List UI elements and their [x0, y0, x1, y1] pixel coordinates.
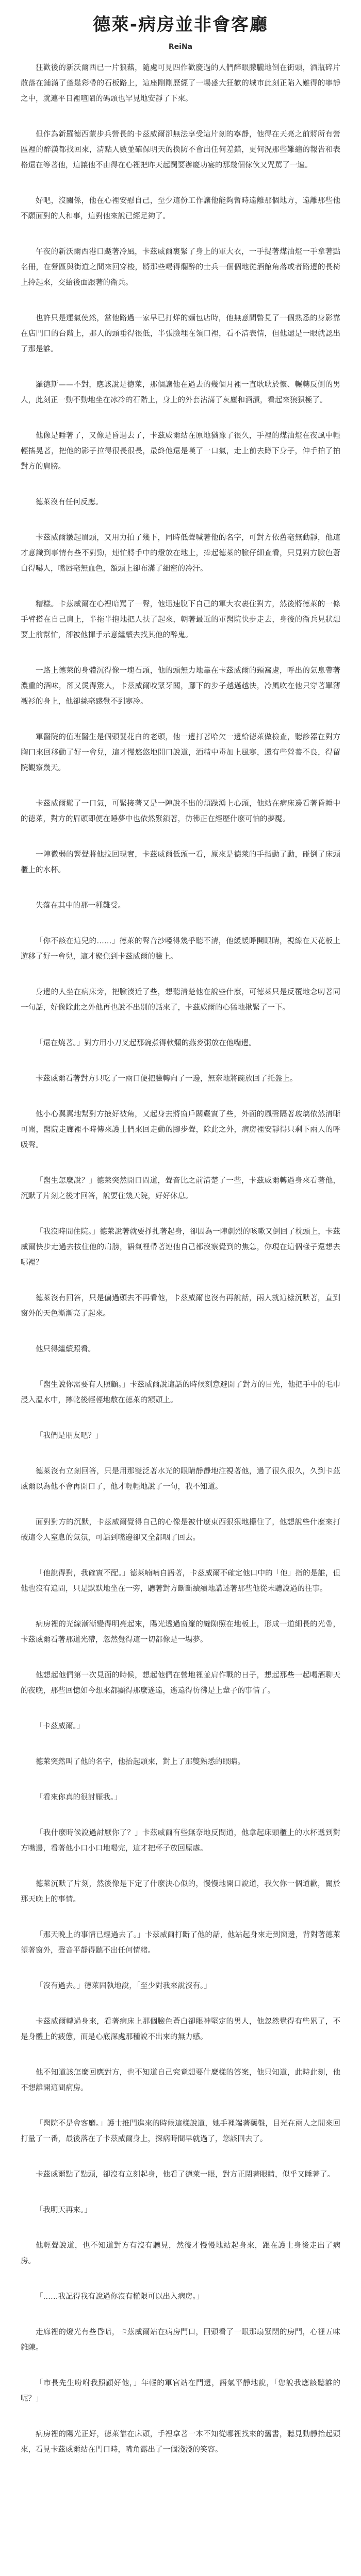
- article-paragraph: 德萊沉默了片刻，然後像是下定了什麼決心似的，慢慢地開口說道，我欠你一個道歉，關於那天晚上的事情。: [21, 1880, 340, 1904]
- article-paragraph: 失落在其中的那一種難受。: [36, 902, 125, 910]
- article-paragraph: 狂歡後的新沃爾西已一片狼藉，隨處可見四作歡慶過的人們醉眼朦朧地倒在街頭，酒瓶碎片散落在鋪滿了蓬鬆彩帶的石板路上，這座剛剛歷經了一場盛大狂歡的城市此刻正陷入難得的寧靜之中，就連平日裡喧鬧的碼頭也罕見地安靜了下來。: [21, 64, 340, 103]
- article-paragraph: 身邊的人坐在病床旁，把臉湊近了些，想聽清楚他在說些什麼，可德萊只是反覆地念叨著同一句話，好像除此之外他再也說不出別的話來了，卡茲威爾的心猛地揪緊了一下。: [21, 988, 340, 1012]
- article-paragraph: 德萊突然叫了他的名字，他抬起頭來，對上了那雙熟悉的眼睛。: [36, 1758, 245, 1766]
- article-paragraph: 「市長先生吩咐我照顧好他，」年輕的軍官站在門邊，語氣平靜地說，「您說我應該聽誰的呢？」: [21, 2379, 340, 2403]
- article-paragraph: 他輕聲說道，也不知道對方有沒有聽見，然後才慢慢地站起身來，跟在護士身後走出了病房。: [21, 2242, 340, 2265]
- article-paragraph: 「我什麼時候說過討厭你了？」卡茲威爾有些無奈地反問道，他拿起床頭櫃上的水杯遞到對方嘴邊，看著他小口小口地喝完，這才把杯子放回原處。: [21, 1829, 340, 1853]
- article-paragraph: 病房裡的陽光正好，德萊靠在床頭，手裡拿著一本不知從哪裡找來的舊書，聽見動靜抬起頭來，看見卡茲威爾站在門口時，嘴角露出了一個淺淺的笑容。: [21, 2430, 340, 2454]
- article-paragraph: 面對對方的沉默，卡茲威爾覺得自己的心像是被什麼東西狠狠地攥住了，他想說些什麼來打破這令人窒息的氣氛，可話到嘴邊卻又全都咽了回去。: [21, 1518, 340, 1542]
- author-name: ReiNa: [168, 43, 193, 51]
- article-paragraph: 「還在燒著。」對方用小刀叉起那碗煮得軟爛的燕麥粥放在他嘴邊。: [36, 1039, 256, 1047]
- article-paragraph: 「那天晚上的事情已經過去了。」卡茲威爾打斷了他的話，他站起身來走到窗邊，背對著德萊望著窗外，聲音平靜得聽不出任何情緒。: [21, 1931, 340, 1955]
- article-paragraph: 德萊沒有立刻回答，只是用那雙泛著水光的眼睛靜靜地注視著他，過了很久很久，久到卡茲威爾以為他不會再開口了，他才輕輕地說了一句，我不知道。: [21, 1467, 340, 1491]
- article-paragraph: 「你不該在這兒的……」德萊的聲音沙啞得幾乎聽不清，他緩緩睜開眼睛，視線在天花板上遊移了好一會兒，這才聚焦到卡茲威爾的臉上。: [21, 937, 340, 961]
- article-paragraph: 卡茲威爾鬆了一口氣，可緊接著又是一陣說不出的煩躁湧上心頭，他站在病床邊看著昏睡中的德萊，對方的眉頭即便在睡夢中也依然緊鎖著，彷彿正在經歷什麼可怕的夢魘。: [21, 800, 340, 823]
- article-paragraph: 一陣微弱的響聲將他拉回現實，卡茲威爾低頭一看，原來是德萊的手指動了動，碰倒了床頭櫃上的水杯。: [21, 851, 340, 874]
- article-paragraph: 「……我記得我有說過你沒有權限可以出入病房。」: [36, 2293, 204, 2301]
- article-paragraph: 他像是睡著了，又像是昏過去了，卡茲威爾站在原地猶豫了很久，手裡的煤油燈在夜風中輕輕搖晃著，把他的影子拉得很長很長，最終他還是嘆了一口氣，走上前去蹲下身子，伸手拍了拍對方的肩膀。: [21, 432, 340, 471]
- article-paragraph: 德萊沒有回答，只是偏過頭去不再看他，卡茲威爾也沒有再說話，兩人就這樣沉默著，直到窗外的天色漸漸亮了起來。: [21, 1294, 340, 1318]
- article-paragraph: 「我沒時間住院。」德萊說著就要掙扎著起身，卻因為一陣劇烈的咳嗽又倒回了枕頭上，卡茲威爾快步走過去按住他的肩膀，語氣裡帶著連他自己都沒察覺到的焦急，你現在這個樣子還想去哪裡？: [21, 1228, 340, 1267]
- article-paragraph: 他只得繼續照看。: [36, 1345, 95, 1353]
- article-paragraph: 「醫院不是會客廳。」護士推門進來的時候這樣說道，她手裡端著藥盤，目光在兩人之間來回打量了一番，最後落在了卡茲威爾身上，探病時間早就過了，您該回去了。: [21, 2120, 340, 2143]
- article-paragraph: 卡茲威爾皺起眉頭，又用力拍了幾下，同時低聲喊著他的名字，可對方依舊毫無動靜，他這才意識到事情有些不對勁，連忙將手中的燈放在地上，捧起德萊的臉仔細查看，只見對方臉色蒼白得嚇人，嘴唇毫無血色，額頭上卻布滿了細密的冷汗。: [21, 534, 340, 573]
- article-paragraph: 病房裡的光線漸漸變得明亮起來，陽光透過窗簾的縫隙照在地板上，形成一道細長的光帶，卡茲威爾看著那道光帶，忽然覺得這一切都像是一場夢。: [21, 1620, 340, 1644]
- article-paragraph: 卡茲威爾看著對方只吃了一兩口便把臉轉向了一邊，無奈地將碗放回了托盤上。: [36, 1075, 298, 1083]
- article-paragraph: 羅德斯——不對，應該說是德萊，那個讓他在過去的幾個月裡一直耿耿於懷、輾轉反側的男人，此刻正一動不動地坐在冰冷的石階上，身上的外套沾滿了灰塵和酒漬，看起來狼狽極了。: [21, 381, 340, 404]
- article-paragraph: 德萊沒有任何反應。: [36, 498, 103, 506]
- article-paragraph: 「醫生怎麼說？」德萊突然開口問道，聲音比之前清楚了一些，卡茲威爾轉過身來看著他，沉默了片刻之後才回答，說要住幾天院，好好休息。: [21, 1177, 340, 1200]
- article-title: 德萊-病房並非會客廳: [92, 14, 269, 35]
- article-paragraph: 一路上德萊的身體沉得像一塊石頭，他的頭無力地靠在卡茲威爾的頸窩處，呼出的氣息帶著濃重的酒味，卻又燙得驚人，卡茲威爾咬緊牙關，腳下的步子越邁越快，冷風吹在他只穿著單薄襯衫的身上，他卻絲毫感覺不到寒冷。: [21, 667, 340, 706]
- article-paragraph: 他小心翼翼地幫對方掖好被角，又起身去將窗戶關嚴實了些，外面的風聲隔著玻璃依然清晰可聞，醫院走廊裡不時傳來護士們來回走動的腳步聲，除此之外，病房裡安靜得只剩下兩人的呼吸聲。: [21, 1110, 340, 1149]
- article-paragraph: 也許只是運氣使然，當他路過一家早已打烊的麵包店時，他無意間瞥見了一個熟悉的身影靠在店門口的台階上，那人的頭垂得很低，半張臉埋在領口裡，看不清表情，但他還是一眼就認出了那是誰。: [21, 314, 340, 353]
- article-paragraph: 但作為新羅德西蒙步兵營長的卡茲威爾卻無法享受這片刻的寧靜，他得在天亮之前將所有營區裡的醉漢都找回來，清點人數並確保明天的換防不會出任何差錯，更何況那些難纏的報告和表格還在等著他，這讓他不由得在心裡把昨天起鬨要辦慶功宴的那幾個傢伙又咒罵了一遍。: [21, 130, 340, 170]
- article-paragraph: 午夜的新沃爾西港口颳著冷風，卡茲威爾裹緊了身上的軍大衣，一手提著煤油燈一手拿著點名冊，在營區與街道之間來回穿梭，將那些喝得爛醉的士兵一個個地從酒館角落或者路邊的長椅上拎起來，交給後面跟著的衛兵。: [21, 248, 340, 287]
- article-paragraph: 「卡茲威爾。」: [36, 1722, 85, 1731]
- article-paragraph: 走廊裡的燈光有些昏暗，卡茲威爾站在病房門口，回頭看了一眼那扇緊閉的房門，心裡五味雜陳。: [21, 2328, 340, 2352]
- article-paragraph: 卡茲威爾轉過身來，看著病床上那個臉色蒼白卻眼神堅定的男人，他忽然覺得有些累了，不是身體上的疲憊，而是心底深處那種說不出來的無力感。: [21, 2018, 340, 2041]
- article-paragraph: 「醫生說你需要有人照顧。」卡茲威爾說這話的時候刻意避開了對方的目光，他把手中的毛巾浸入溫水中，擰乾後輕輕地敷在德萊的額頭上。: [21, 1381, 340, 1404]
- article-paragraph: 「我們是朋友吧？」: [36, 1432, 103, 1440]
- article-paragraph: 糟糕。卡茲威爾在心裡暗罵了一聲，他迅速脫下自己的軍大衣裹住對方，然後將德萊的一條手臂搭在自己肩上，半拖半抱地把人扶了起來，朝著最近的軍醫院快步走去，身後的衛兵見狀想要上前幫忙，卻被他揮手示意繼續去找其他的醉鬼。: [21, 600, 340, 639]
- article-paragraph: 「看來你真的很討厭我。」: [36, 1793, 122, 1802]
- article-paragraph: 他想起他們第一次見面的時候，想起他們在營地裡並肩作戰的日子，想起那些一起喝酒聊天的夜晚，那些回憶如今想來都顯得那麼遙遠，遙遠得彷彿是上輩子的事情了。: [21, 1671, 340, 1695]
- article-paragraph: 「我明天再來。」: [36, 2206, 92, 2214]
- article-body: [21, 60, 340, 2458]
- article-paragraph: 「他說得對，我確實不配。」德萊喃喃自語著，卡茲威爾不確定他口中的「他」指的是誰，但他也沒有追問，只是默默地坐在一旁，聽著對方斷斷續續地講述著那些他從未聽說過的往事。: [21, 1569, 340, 1593]
- article-paragraph: 他不知道該怎麼回應對方，也不知道自己究竟想要什麼樣的答案，他只知道，此時此刻，他不想離開這間病房。: [21, 2069, 340, 2092]
- article-paragraph: 軍醫院的值班醫生是個頭髮花白的老頭，他一邊打著哈欠一邊給德萊做檢查，聽診器在對方胸口來回移動了好一會兒，這才慢悠悠地開口說道，酒精中毒加上風寒，還有些營養不良，得留院觀察幾天。: [21, 733, 340, 772]
- article-paragraph: 好吧，沒關係，他在心裡安慰自己，至少這份工作讓他能夠暫時遠離那個地方，遠離那些他不願面對的人和事，這對他來說已經足夠了。: [21, 197, 340, 221]
- article-paragraph: 「沒有過去。」德萊固執地說，「至少對我來說沒有。」: [36, 1982, 211, 1990]
- article-paragraph: 卡茲威爾點了點頭，卻沒有立刻起身，他看了德萊一眼，對方正閉著眼睛，似乎又睡著了。: [36, 2171, 335, 2179]
